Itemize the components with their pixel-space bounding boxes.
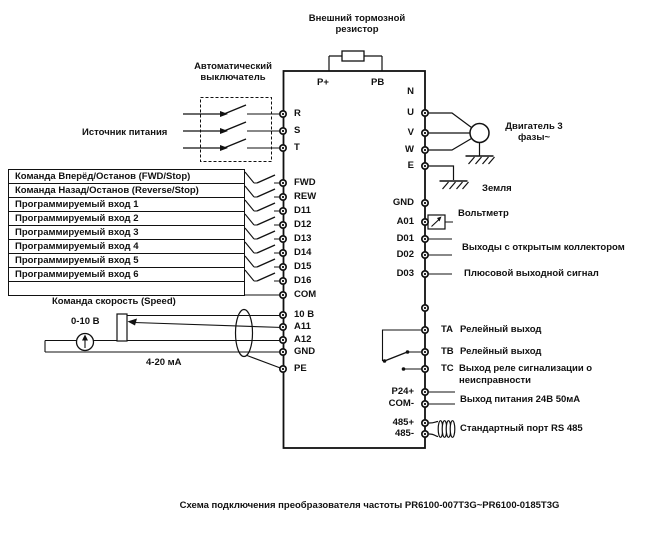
input-row-d13: Программируемый вход 3 [8, 225, 245, 240]
terminal-10v: 10 В [294, 309, 315, 320]
terminal-n: N [407, 86, 414, 97]
relay-terminal-tc: TC [441, 363, 454, 374]
relay-label-ta: Релейный выход [460, 324, 542, 335]
relay-contact-symbol [383, 330, 426, 371]
terminal-485-plus: 485+ [392, 417, 414, 428]
rs485-coil-symbol [429, 421, 455, 438]
voltmeter-label: Вольтметр [458, 208, 509, 219]
voltage-range-label: 0-10 В [71, 316, 100, 327]
arrowheads [220, 111, 228, 151]
diagram-caption: Схема подключения преобразователя частоты PR6100-007T3G~PR6100-0185T3G [179, 500, 560, 511]
input-row-d11: Программируемый вход 1 [8, 197, 245, 212]
input-row-empty [8, 281, 245, 296]
input-row-d16: Программируемый вход 6 [8, 267, 245, 282]
terminal-d15: D15 [294, 261, 312, 272]
terminal-com-minus: COM- [388, 398, 414, 409]
relay-label-tb: Релейный выход [460, 346, 542, 357]
ground-label: Земля [482, 183, 512, 194]
input-row-d12: Программируемый вход 2 [8, 211, 245, 226]
input-row-rev: Команда Назад/Останов (Reverse/Stop) [8, 183, 245, 198]
circuit-breaker-label: Автоматический выключатель [194, 61, 272, 83]
relay-label-tc: Выход реле сигнализации о неисправности [459, 363, 593, 386]
terminal-fwd: FWD [294, 177, 316, 188]
terminal-e: E [407, 160, 414, 171]
motor-symbol [470, 124, 489, 143]
earth-ground-icon [440, 181, 469, 189]
terminal-u: U [407, 107, 414, 118]
speed-command-label: Команда скорость (Speed) [52, 296, 176, 307]
terminal-d01: D01 [396, 233, 414, 244]
terminal-s: S [294, 125, 301, 136]
digital-input-wires [245, 172, 283, 295]
current-range-label: 4-20 мА [146, 357, 182, 368]
input-row-d15: Программируемый вход 5 [8, 253, 245, 268]
terminal-a11: A11 [294, 321, 311, 332]
power-24v-label: Выход питания 24В 50мА [460, 394, 581, 405]
terminal-485-minus: 485- [394, 428, 414, 439]
voltmeter-symbol [425, 215, 453, 229]
terminal-gnd-right: GND [392, 197, 414, 208]
shielded-cable-symbol [236, 310, 253, 357]
relay-terminal-ta: TA [441, 324, 453, 335]
terminal-v: V [407, 127, 414, 138]
terminal-d16: D16 [294, 275, 312, 286]
terminal-rew: REW [294, 191, 317, 202]
input-row-fwd: Команда Вперёд/Останов (FWD/Stop) [8, 169, 245, 184]
terminal-d03: D03 [396, 268, 414, 279]
motor-circuit [425, 113, 489, 180]
terminal-d13: D13 [294, 233, 312, 244]
terminal-r: R [294, 108, 301, 119]
terminal-p-plus: P+ [317, 77, 329, 88]
terminal-d11: D11 [294, 205, 311, 216]
motor-ground-icon [466, 156, 495, 164]
terminal-p24: P24+ [391, 386, 414, 397]
relay-terminal-tb: TB [441, 346, 454, 357]
braking-resistor-label: Внешний тормозной резистор [308, 13, 406, 35]
terminal-pb: PB [371, 77, 385, 88]
terminal-d14: D14 [294, 247, 312, 258]
terminal-w: W [405, 144, 414, 155]
potentiometer-symbol [117, 314, 127, 341]
open-collector-label: Выходы с открытым коллектором [462, 242, 625, 253]
terminal-d02: D02 [396, 249, 414, 260]
wiper-arrowhead [128, 319, 138, 326]
motor-label: Двигатель 3 фазы~ [505, 121, 563, 143]
terminal-com: COM [294, 289, 317, 300]
output-wires [425, 239, 455, 404]
terminal-a01: A01 [396, 216, 414, 227]
terminal-gnd-left: GND [294, 346, 316, 357]
power-input-wires [183, 105, 283, 151]
circuit-breaker-symbol [201, 98, 272, 162]
power-source-label: Источник питания [82, 127, 168, 138]
terminal-a12: A12 [294, 334, 312, 345]
terminal-pe: PE [294, 363, 307, 374]
braking-resistor-symbol [329, 51, 382, 71]
rs485-label: Стандартный порт RS 485 [460, 423, 583, 434]
terminal-t: T [294, 142, 300, 153]
plus-signal-label: Плюсовой выходной сигнал [464, 268, 599, 279]
terminal-d12: D12 [294, 219, 312, 230]
input-row-d14: Программируемый вход 4 [8, 239, 245, 254]
